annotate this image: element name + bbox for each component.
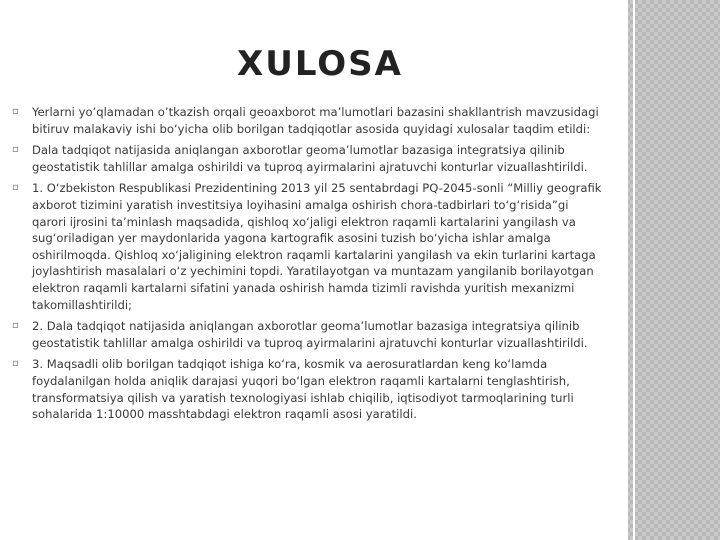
bullet-icon: ▫ bbox=[12, 144, 19, 156]
bullet-icon: ▫ bbox=[12, 358, 19, 370]
bullet-icon: ▫ bbox=[12, 106, 19, 117]
bullet-list bbox=[12, 104, 602, 428]
list-item bbox=[12, 180, 602, 313]
bullet-text: 3. Maqsadli olib borilgan tadqiqot ishiga ko‘ra, kosmik va aerosuratlardan keng ko‘lamda foydalanilgan holda aniqlik darajasi yuqori bo‘lgan elektron raqamli kartalarni tenglashtirish, transformatsiya qilish va yaratish texnologiyasi ishlab chiqilib, iqtisodiyot tarmoqlarining turli sohalarida 1:10000 masshtabdagi elektron raqamli asosi yaratildi. bbox=[32, 357, 574, 422]
bullet-text: 2. Dala tadqiqot natijasida aniqlangan axborotlar geoma’lumotlar bazasiga integratsiya qilinib geostatistik tahlillar amalga oshirildi va tuproq ayirmalarini ajratuvchi konturlar vizuallashtirildi. bbox=[32, 319, 588, 350]
bullet-text: Yerlarni yo’qlamadan o’tkazish orqali geoaxborot ma’lumotlari bazasini shakllantrish mavzusidagi bitiruv malakaviy ishi bo‘yicha olib borilgan tadqiqotlar asosida quyidagi xulosalar taqdim etildi: bbox=[32, 105, 599, 136]
list-item bbox=[12, 318, 602, 351]
bullet-text: 1. O‘zbekiston Respublikasi Prezidentining 2013 yil 25 sentabrdagi PQ-2045-sonli “Milliy geografik axborot tizimini yaratish investitsiya loyihasini amalga oshirish chora-tadbirlari to‘g‘risida”gi qarori ijrosini ta’minlash maqsadida, qishloq xo‘jaligi elektron raqamli kartalarini yangilash va sug‘oriladigan yer maydonlarida yagona kartografik asosini tuzish bo‘yicha ishlar amalga oshirilmoqda. Qishloq xo‘jaligining elektron raqamli kartalarini yangilash va ekin turlarini kartaga joylashtirish masalalari o‘z yechimini topdi. Yaratilayotgan va muntazam yangilanib borilayotgan elektron raqamli kartalarni sifatini yanada oshirish hamda tizimli ravishda yuritish mexanizmi takomillashtirildi; bbox=[32, 181, 602, 312]
list-item bbox=[12, 356, 602, 422]
list-item bbox=[12, 142, 602, 175]
bullet-icon: ▫ bbox=[12, 320, 19, 332]
slide-title: XULOSA bbox=[237, 44, 403, 84]
list-item bbox=[12, 104, 602, 137]
bullet-icon: ▫ bbox=[12, 182, 19, 194]
bullet-text: Dala tadqiqot natijasida aniqlangan axborotlar geoma’lumotlar bazasiga integratsiya qilinib geostatistik tahlillar amalga oshirildi va tuproq ayirmalarini ajratuvchi konturlar vizuallashtirildi. bbox=[32, 143, 588, 174]
